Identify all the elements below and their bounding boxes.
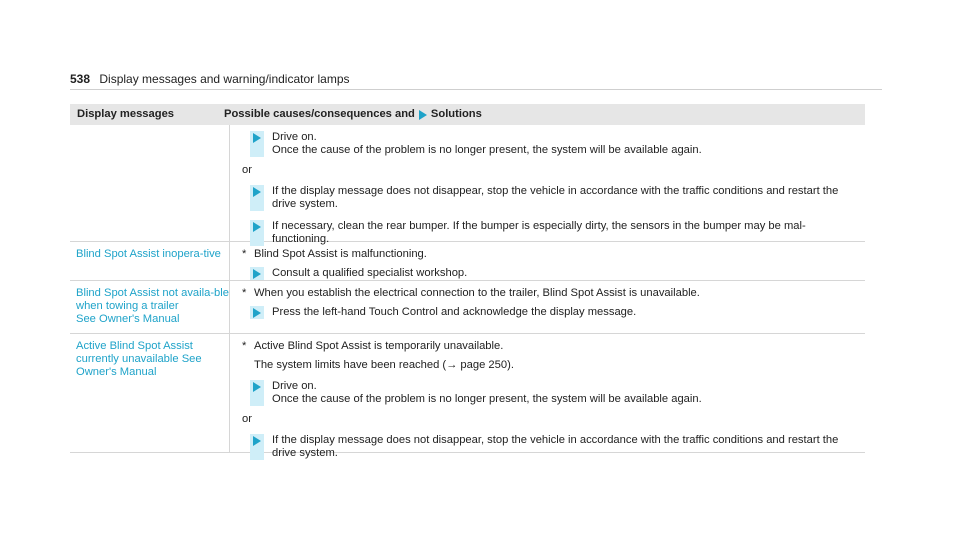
page-header-title: Display messages and warning/indicator lamps xyxy=(99,72,350,86)
step-item xyxy=(250,434,859,460)
step-text: If necessary, clean the rear bumper. If the bumper is especially dirty, the sensors in the bumper may be mal-functioning. xyxy=(272,220,806,245)
cause-text: Blind Spot Assist is malfunctioning. xyxy=(254,248,427,260)
play-arrow-icon xyxy=(253,222,261,232)
play-arrow-icon xyxy=(253,187,261,197)
step-text: If the display message does not disappear, stop the vehicle in accordance with the traffic conditions and restart the drive system. xyxy=(272,185,839,210)
table-row xyxy=(70,334,865,459)
play-arrow-icon xyxy=(253,269,261,279)
step-title: Drive on. xyxy=(272,380,317,392)
solutions-cell xyxy=(230,125,865,245)
step-item xyxy=(250,185,859,211)
col-header-display-messages: Display messages xyxy=(77,108,175,120)
step-text: Consult a qualified specialist workshop. xyxy=(272,267,468,279)
play-arrow-icon xyxy=(253,436,261,446)
bullet-symbol: * xyxy=(242,287,247,299)
play-arrow-icon xyxy=(253,133,261,143)
or-text: or xyxy=(242,164,252,176)
table-header xyxy=(70,104,865,125)
col-header-solutions-label: Solutions xyxy=(430,108,482,120)
page-number: 538 xyxy=(70,72,91,86)
bullet-symbol: * xyxy=(242,340,247,352)
solutions-cell xyxy=(230,242,865,280)
table-row xyxy=(70,125,865,245)
cause-item xyxy=(242,287,859,300)
message-cell: Blind Spot Assist inopera-tive xyxy=(70,242,230,280)
header-divider xyxy=(70,89,882,90)
message-cell xyxy=(70,281,230,333)
play-arrow-icon xyxy=(253,308,261,318)
col-header-causes-solutions xyxy=(218,104,865,125)
solutions-cell xyxy=(230,281,865,333)
table-row xyxy=(70,242,865,281)
cause-item xyxy=(242,248,859,261)
message-text: Blind Spot Assist not availa-ble when towing a trailer xyxy=(76,287,229,312)
step-item xyxy=(250,131,859,157)
step-item xyxy=(250,380,859,406)
step-item xyxy=(250,267,859,280)
table-row xyxy=(70,281,865,334)
play-arrow-icon xyxy=(253,382,261,392)
play-arrow-icon xyxy=(419,110,427,120)
bullet-symbol: * xyxy=(242,248,247,260)
detail-text: The system limits have been reached (→ page 250). xyxy=(254,359,514,371)
cause-item xyxy=(242,340,859,353)
step-detail: Once the cause of the problem is no longer present, the system will be available again. xyxy=(272,144,702,156)
step-detail: Once the cause of the problem is no longer present, the system will be available again. xyxy=(272,393,702,405)
step-title: Drive on. xyxy=(272,131,317,143)
step-item xyxy=(250,306,859,319)
solutions-cell xyxy=(230,334,865,459)
message-cell xyxy=(70,125,230,241)
cause-text: When you establish the electrical connection to the trailer, Blind Spot Assist is unavailable. xyxy=(254,287,700,299)
message-cell: Active Blind Spot Assist currently unavailable See Owner's Manual xyxy=(70,334,230,452)
step-text: Press the left-hand Touch Control and acknowledge the display message. xyxy=(272,306,637,318)
cause-text: Active Blind Spot Assist is temporarily unavailable. xyxy=(254,340,504,352)
or-text: or xyxy=(242,413,252,425)
message-reference: See Owner's Manual xyxy=(76,313,180,325)
display-messages-table xyxy=(70,104,865,459)
col-header-causes-label: Possible causes/consequences and xyxy=(224,108,415,120)
step-text: If the display message does not disappear, stop the vehicle in accordance with the traffic conditions and restart the drive system. xyxy=(272,434,839,459)
page-header xyxy=(70,72,350,86)
